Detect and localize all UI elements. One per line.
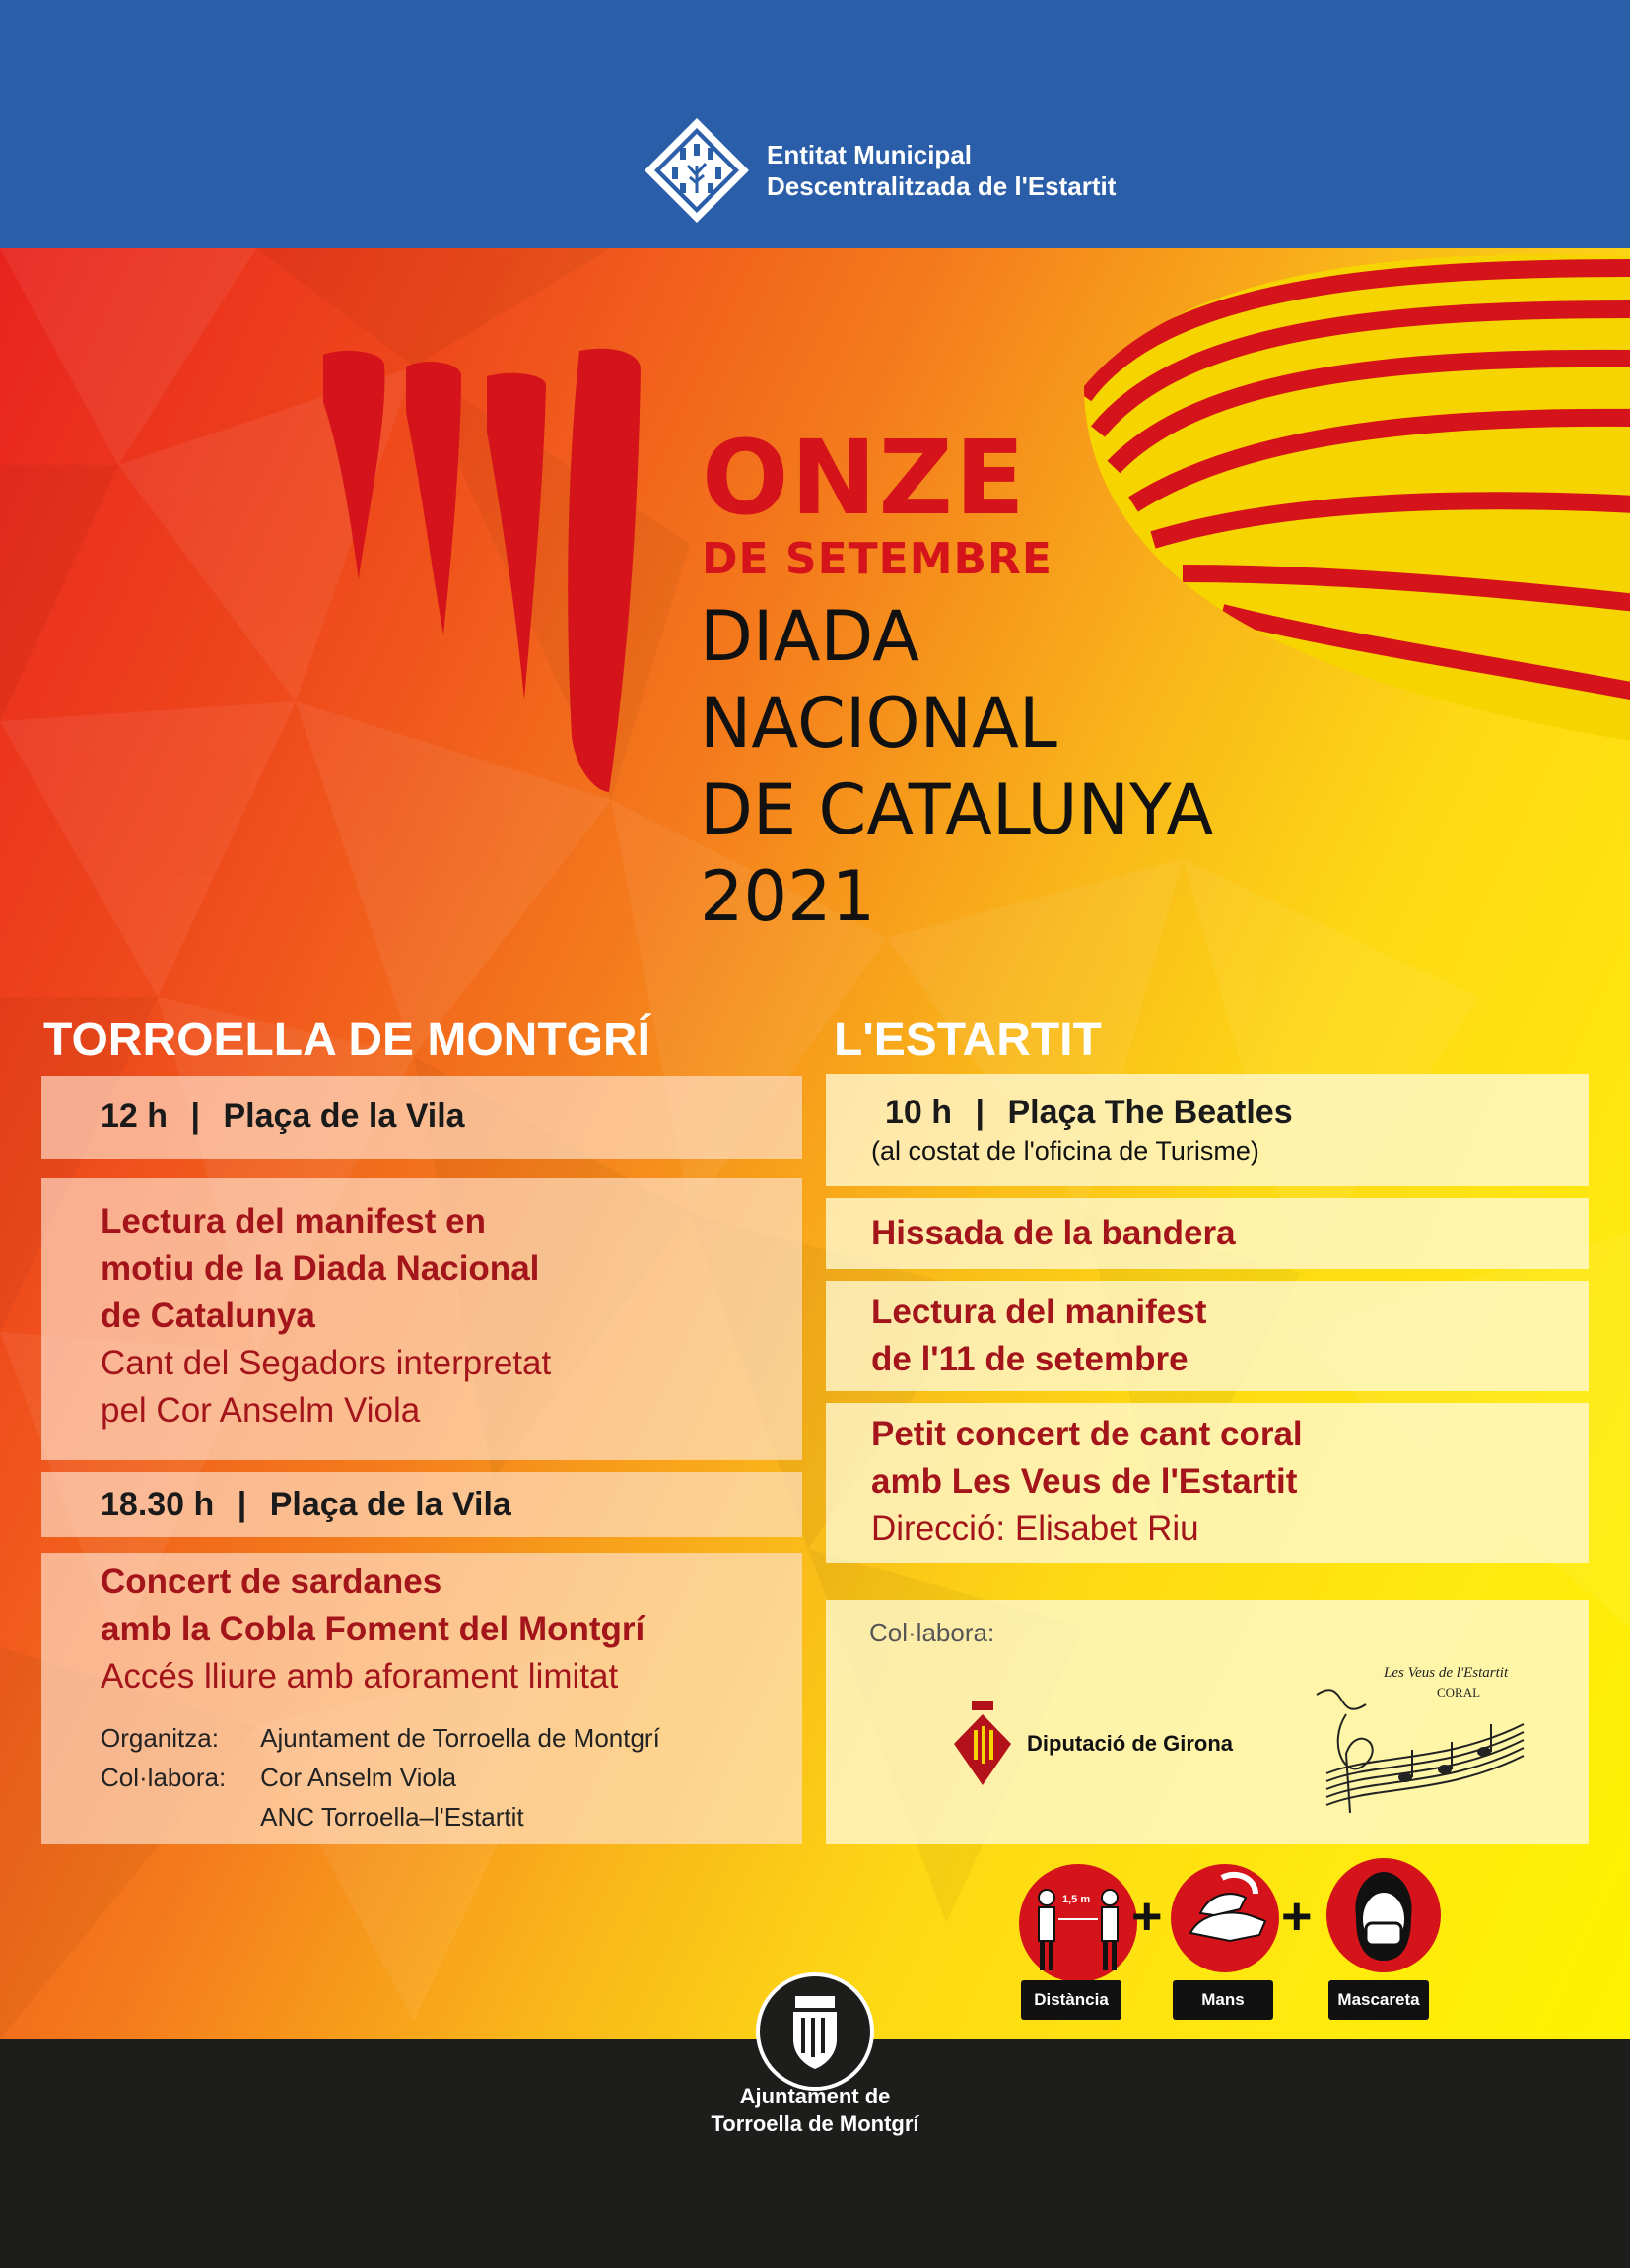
left-event1-desc-line2: pel Cor Anselm Viola	[101, 1391, 421, 1430]
ajuntament-emblem	[756, 1972, 874, 2091]
veus-logo-line1: Les Veus de l'Estartit	[1384, 1665, 1509, 1681]
left-event1-title-line1: Lectura del manifest en	[101, 1202, 486, 1240]
left-event1-details	[41, 1178, 802, 1460]
left-event2-desc: Accés lliure amb aforament limitat	[101, 1657, 619, 1696]
footer-line1: Ajuntament de	[739, 2084, 891, 2108]
left-event2-place: Plaça de la Vila	[269, 1486, 511, 1523]
left-event2-details	[41, 1553, 802, 1844]
left-event2-time: 18.30 h	[101, 1486, 215, 1523]
left-event2-header	[41, 1472, 802, 1537]
veus-logo-line2: CORAL	[1437, 1685, 1481, 1700]
people-distance-icon	[1019, 1864, 1137, 1982]
collabora-label: Col·labora:	[101, 1763, 227, 1792]
diputacio-girona-logo	[952, 1701, 1233, 1787]
right-item3-line1: Petit concert de cant coral	[871, 1415, 1303, 1453]
mask-label: Mascareta	[1328, 1980, 1429, 2020]
hands-icon	[1171, 1864, 1279, 1972]
separator-bar: |	[190, 1098, 201, 1135]
left-event2-title-line2: amb la Cobla Foment del Montgrí	[101, 1610, 645, 1648]
left-event1-desc-line1: Cant del Segadors interpretat	[101, 1344, 552, 1382]
title-diada: DIADA	[700, 596, 919, 677]
veus-estartit-logo	[1307, 1655, 1543, 1823]
separator-bar: |	[975, 1094, 985, 1131]
footer-line2: Torroella de Montgrí	[711, 2111, 919, 2136]
right-item1-text: Hissada de la bandera	[871, 1214, 1236, 1252]
diputacio-coat-of-arms-icon	[952, 1701, 1013, 1787]
mask-icon	[1326, 1858, 1441, 1972]
right-item2-box	[826, 1281, 1589, 1391]
emd-shield-icon	[643, 116, 751, 225]
right-item2-line1: Lectura del manifest	[871, 1293, 1207, 1331]
hands-label: Mans	[1173, 1980, 1273, 2020]
title-de-catalunya: DE CATALUNYA	[700, 769, 1214, 850]
right-item1-box	[826, 1198, 1589, 1269]
face-mask-icon	[1326, 1858, 1441, 1972]
separator-bar: |	[237, 1486, 247, 1523]
organitza-label: Organitza:	[101, 1723, 219, 1753]
title-de-setembre: DE SETEMBRE	[702, 534, 1053, 584]
right-item3-line2: amb Les Veus de l'Estartit	[871, 1462, 1298, 1501]
org-name-line2: Descentralitzada de l'Estartit	[767, 171, 1117, 201]
left-column-heading: TORROELLA DE MONTGRÍ	[43, 1014, 650, 1066]
collabora-value2: ANC Torroella–l'Estartit	[260, 1802, 524, 1832]
title-nacional: NACIONAL	[700, 683, 1057, 764]
right-event-place: Plaça The Beatles	[1007, 1094, 1293, 1131]
title-onze: ONZE	[702, 418, 1027, 538]
right-item3-box	[826, 1403, 1589, 1563]
left-event1-title-line2: motiu de la Diada Nacional	[101, 1249, 540, 1288]
brush-strokes-graphic	[313, 343, 648, 806]
top-banner	[0, 0, 1630, 248]
left-credits-table	[101, 1718, 661, 1836]
org-name-line1: Entitat Municipal	[767, 140, 972, 169]
right-item2-line2: de l'11 de setembre	[871, 1340, 1189, 1378]
left-event1-place: Plaça de la Vila	[223, 1098, 465, 1135]
left-event1-header	[41, 1076, 802, 1159]
hand-washing-icon	[1171, 1864, 1279, 1972]
right-column-heading: L'ESTARTIT	[834, 1014, 1102, 1066]
plus-sign: +	[1131, 1887, 1163, 1946]
right-collabora-box	[826, 1600, 1589, 1844]
right-event-time: 10 h	[885, 1094, 953, 1131]
right-item3-desc: Direcció: Elisabet Riu	[871, 1509, 1199, 1548]
organitza-value: Ajuntament de Torroella de Montgrí	[260, 1723, 660, 1753]
right-event-header	[826, 1074, 1589, 1186]
left-event1-title-line3: de Catalunya	[101, 1297, 315, 1335]
distance-label: Distància	[1021, 1980, 1121, 2020]
poster-body	[0, 248, 1630, 2039]
right-collabora-label: Col·labora:	[869, 1618, 995, 1647]
title-diada-block	[700, 593, 1213, 940]
left-event2-title-line1: Concert de sardanes	[101, 1563, 442, 1601]
right-event-note: (al costat de l'oficina de Turisme)	[871, 1136, 1259, 1166]
collabora-value1: Cor Anselm Viola	[260, 1763, 457, 1792]
title-year: 2021	[700, 856, 876, 937]
plus-sign: +	[1281, 1887, 1313, 1946]
footer-caption	[0, 2083, 1630, 2138]
town-coat-of-arms-icon	[760, 1976, 870, 2087]
emd-logo	[643, 116, 1116, 225]
distance-value: 1,5 m	[1062, 1894, 1091, 1905]
left-event1-time: 12 h	[101, 1098, 169, 1135]
distance-icon	[1019, 1864, 1137, 1982]
diputacio-girona-label: Diputació de Girona	[1027, 1731, 1234, 1756]
